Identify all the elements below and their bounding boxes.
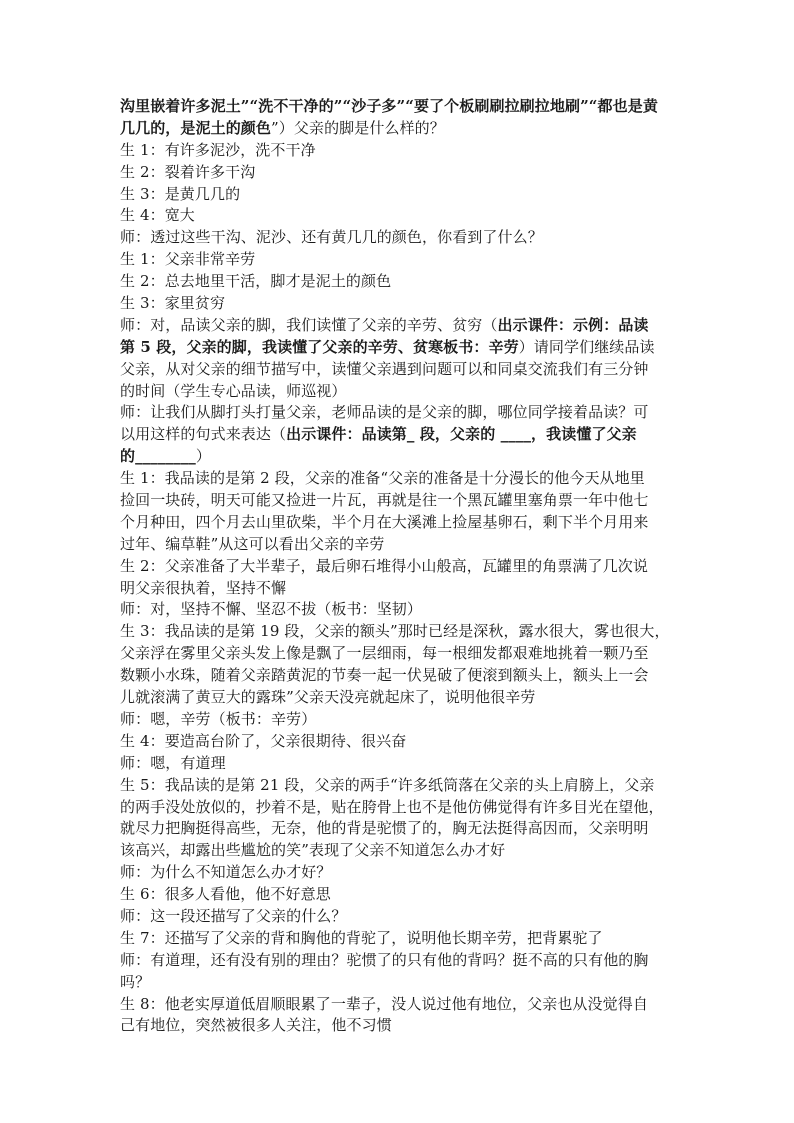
text-run: 吗？ [120, 972, 151, 991]
text-run: 生 5：我品读的是第 21 段，父亲的两手“许多纸筒落在父亲的头上肩膀上，父亲 [120, 775, 655, 794]
text-line [120, 950, 676, 972]
text-run: 师：让我们从脚打头打量父亲，老师品读的是父亲的脚，哪位同学接着品读？可 [120, 403, 649, 422]
text-line [120, 249, 676, 271]
text-line [120, 643, 676, 665]
text-run: 生 4：要造高台阶了，父亲很期待、很兴奋 [120, 731, 407, 750]
text-run: 生 3：家里贫穷 [120, 294, 226, 313]
text-line [120, 972, 676, 994]
text-line [120, 556, 676, 578]
text-run: 生 7：还描写了父亲的背和胸他的背驼了，说明他长期辛劳，把背累驼了 [120, 928, 603, 947]
text-run: 明父亲很执着，坚持不懈 [120, 578, 287, 597]
text-line [120, 840, 676, 862]
bold-text-run: 出示课件：品读第_ 段，父亲的 ____，我读懂了父亲 [286, 425, 637, 444]
text-run: 父亲浮在雾里父亲头发上像是飘了一层细雨，每一根细发都艰难地挑着一颗乃至 [120, 644, 649, 663]
text-line [120, 599, 676, 621]
text-line [120, 184, 676, 206]
text-line [120, 797, 676, 819]
text-line [120, 293, 676, 315]
text-line [120, 534, 676, 556]
text-line [120, 315, 676, 337]
text-line [120, 753, 676, 775]
bold-text-run: 的________ [120, 447, 196, 466]
text-line [120, 490, 676, 512]
text-run: ）请同学们继续品读 [518, 337, 655, 356]
text-line [120, 446, 676, 468]
text-run: 的两手没处放似的，抄着不是，贴在胯骨上也不是他仿佛觉得有许多目光在望他， [120, 797, 664, 816]
text-run: 父亲，从对父亲的细节描写中，读懂父亲遇到问题可以和同桌交流我们有三分钟 [120, 359, 649, 378]
text-run: 师：透过这些干沟、泥沙、还有黄几几的颜色，你看到了什么？ [120, 228, 543, 247]
text-run: 生 3：我品读的是第 19 段，父亲的额头”那时已经是深秋，露水很大，雾也很大， [120, 622, 670, 641]
text-run: 个月种田，四个月去山里砍柴，半个月在大溪滩上捡屋基卵石，剩下半个月用来 [120, 512, 649, 531]
text-run: 数颗小水珠，随着父亲踏黄泥的节奏一起一伏晃破了便滚到额头上，额头上一会 [120, 666, 649, 685]
text-line [120, 994, 676, 1016]
text-run: 师：嗯，辛劳（板书：辛劳） [120, 709, 317, 728]
text-line [120, 205, 676, 227]
text-line [120, 1015, 676, 1037]
text-line [120, 96, 676, 118]
text-line [120, 621, 676, 643]
text-run: 捡回一块砖，明天可能又捡进一片瓦，再就是往一个黑瓦罐里塞角票一年中他七 [120, 491, 649, 510]
text-line [120, 227, 676, 249]
text-run: ”）父亲的脚是什么样的？ [271, 118, 445, 137]
text-run: 该高兴，却露出些尴尬的笑”表现了父亲不知道怎么办才好 [120, 841, 506, 860]
text-run: 师：对，品读父亲的脚，我们读懂了父亲的辛劳、贫穷（ [120, 315, 498, 334]
text-line [120, 162, 676, 184]
text-line [120, 731, 676, 753]
text-run: 师：有道理，还有没有别的理由？驼惯了的只有他的背吗？挺不高的只有他的胸 [120, 950, 649, 969]
text-run: 生 2：总去地里干活，脚才是泥土的颜色 [120, 272, 392, 291]
text-line [120, 709, 676, 731]
text-line [120, 337, 676, 359]
text-line [120, 906, 676, 928]
text-run: 生 1：父亲非常辛劳 [120, 250, 256, 269]
text-line [120, 118, 676, 140]
bold-text-run: 几几的，是泥土的颜色 [120, 118, 272, 137]
text-run: 生 3：是黄几几的 [120, 184, 241, 203]
text-run: 生 2：父亲准备了大半辈子，最后卵石堆得小山般高，瓦罐里的角票满了几次说 [120, 556, 648, 575]
text-line [120, 665, 676, 687]
text-run: 师：这一段还描写了父亲的什么？ [120, 906, 347, 925]
text-line [120, 512, 676, 534]
text-run: 师：嗯，有道理 [120, 753, 226, 772]
text-run: 生 2：裂着许多干沟 [120, 162, 256, 181]
text-line [120, 381, 676, 403]
text-line [120, 928, 676, 950]
text-run: 生 8：他老实厚道低眉顺眼累了一辈子，没人说过他有地位，父亲也从没觉得自 [120, 994, 648, 1013]
text-line [120, 818, 676, 840]
text-line [120, 775, 676, 797]
text-run: 的时间（学生专心品读，师巡视） [120, 381, 347, 400]
text-run: 生 1：有许多泥沙，洗不干净 [120, 140, 316, 159]
text-line [120, 402, 676, 424]
text-line [120, 359, 676, 381]
text-line [120, 271, 676, 293]
document-page [120, 96, 676, 1037]
text-line [120, 862, 676, 884]
text-run: 生 6：很多人看他，他不好意思 [120, 885, 331, 904]
text-line [120, 687, 676, 709]
text-run: 就尽力把胸挺得高些，无奈，他的背是驼惯了的，胸无法挺得高因而，父亲明明 [120, 819, 649, 838]
text-line [120, 468, 676, 490]
text-run: 己有地位，突然被很多人关注，他不习惯 [120, 1016, 392, 1035]
text-line [120, 884, 676, 906]
text-run: 过年、编草鞋”从这可以看出父亲的辛劳 [120, 534, 385, 553]
text-line [120, 140, 676, 162]
text-run: ） [195, 447, 212, 466]
bold-text-run: 出示课件：示例：品读 [497, 315, 649, 334]
text-run: 以用这样的句式来表达（ [120, 425, 287, 444]
text-line [120, 578, 676, 600]
text-line [120, 424, 676, 446]
text-run: 师：对，坚持不懈、坚忍不拔（板书：坚韧） [120, 600, 423, 619]
text-run: 生 4：宽大 [120, 206, 195, 225]
text-run: 生 1：我品读的是第 2 段，父亲的准备“父亲的准备是十分漫长的他今天从地里 [120, 469, 645, 488]
bold-text-run: 第 5 段，父亲的脚，我读懂了父亲的辛劳、贫寒板书：辛劳 [120, 337, 519, 356]
text-run: 师：为什么不知道怎么办才好？ [120, 863, 332, 882]
bold-text-run: 沟里嵌着许多泥土”“洗不干净的”“沙子多”“要了个板刷刷拉刷拉地刷”“都也是黄 [120, 97, 658, 115]
text-run: 儿就滚满了黄豆大的露珠”父亲天没亮就起床了，说明他很辛劳 [120, 688, 536, 707]
